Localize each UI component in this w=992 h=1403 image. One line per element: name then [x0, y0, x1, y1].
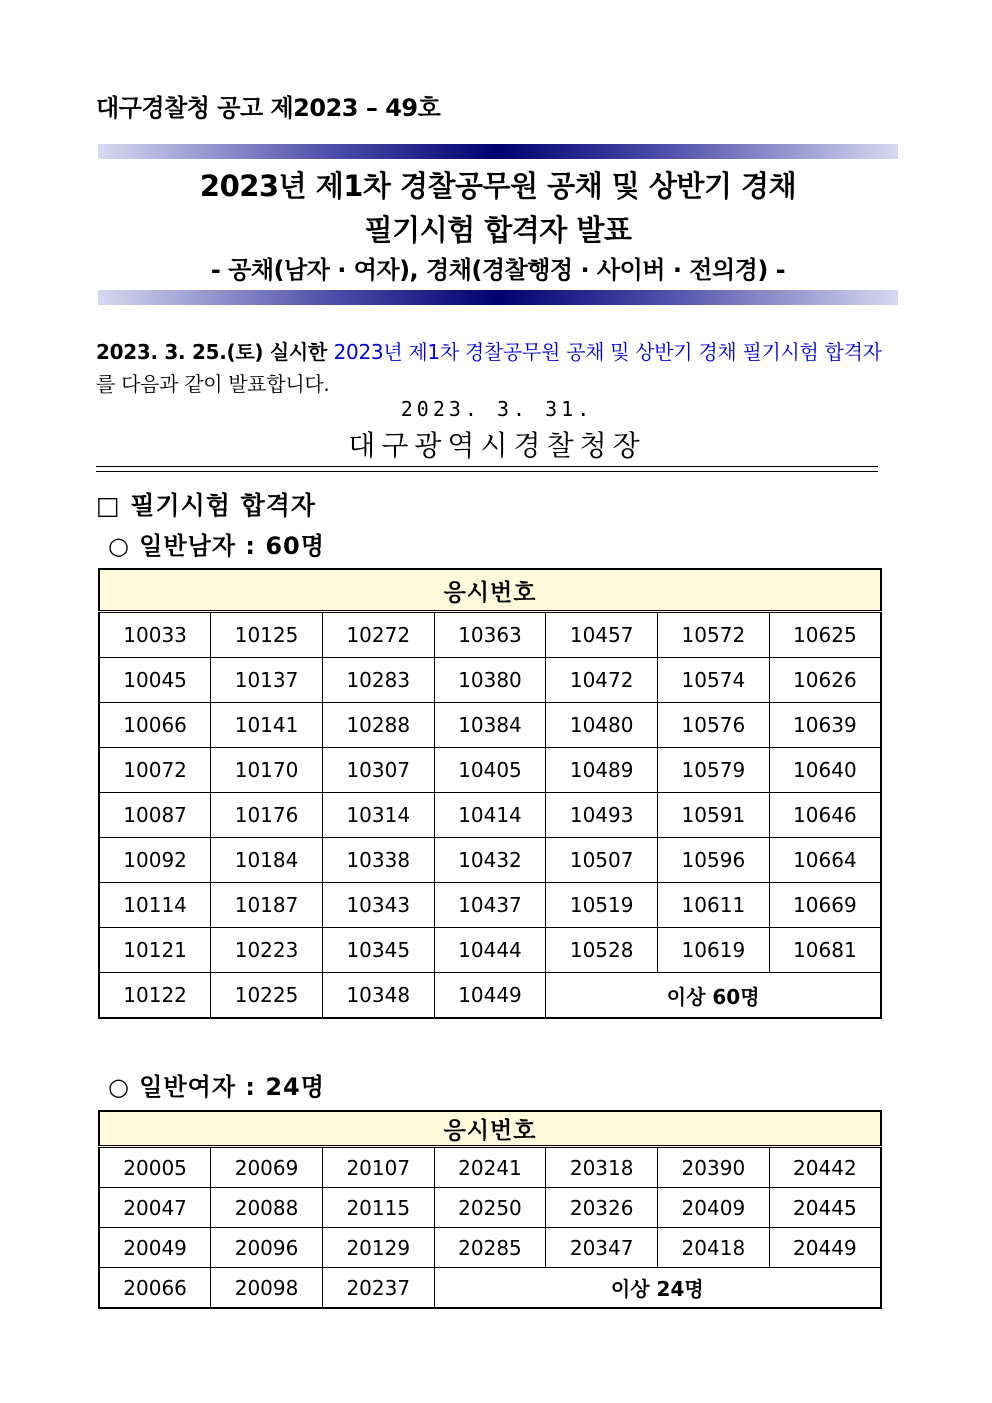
- exam-number-cell: 20318: [546, 1147, 658, 1188]
- exam-number-cell: 20241: [434, 1147, 546, 1188]
- exam-number-cell: 10348: [322, 973, 434, 1019]
- exam-number-cell: 10176: [211, 793, 323, 838]
- title-line-1: 2023년 제1차 경찰공무원 공채 및 상반기 경채: [199, 169, 797, 203]
- exam-number-cell: 10579: [658, 748, 770, 793]
- male-heading: ○ 일반남자 : 60명: [108, 532, 325, 560]
- exam-number-cell: 10493: [546, 793, 658, 838]
- male-results-table: [98, 568, 882, 1019]
- intro-rest: 를 다음과 같이 발표합니다.: [96, 372, 330, 396]
- column-header: 응시번호: [99, 569, 881, 612]
- column-header: 응시번호: [99, 1111, 881, 1147]
- exam-number-cell: 10338: [322, 838, 434, 883]
- intro-highlight: 2023년 제1차 경찰공무원 공채 및 상반기 경채 필기시험 합격자: [333, 340, 882, 364]
- exam-number-cell: 10472: [546, 658, 658, 703]
- table-row: [99, 612, 881, 658]
- total-count-cell: 이상 60명: [546, 973, 881, 1019]
- exam-number-cell: 10384: [434, 703, 546, 748]
- exam-number-cell: 10187: [211, 883, 323, 928]
- announce-date: 2023. 3. 31.: [400, 397, 594, 421]
- exam-number-cell: 10405: [434, 748, 546, 793]
- exam-number-cell: 10184: [211, 838, 323, 883]
- exam-number-cell: 10646: [769, 793, 881, 838]
- table-row: [99, 1228, 881, 1268]
- exam-number-cell: 20449: [769, 1228, 881, 1268]
- exam-number-cell: 10444: [434, 928, 546, 973]
- exam-number-cell: 20390: [658, 1147, 770, 1188]
- exam-number-cell: 10437: [434, 883, 546, 928]
- exam-number-cell: 20098: [211, 1268, 323, 1309]
- exam-number-cell: 10449: [434, 973, 546, 1019]
- exam-number-cell: 10591: [658, 793, 770, 838]
- exam-number-cell: 10072: [99, 748, 211, 793]
- double-rule-divider: [96, 466, 878, 472]
- exam-number-cell: 10137: [211, 658, 323, 703]
- exam-number-cell: 10045: [99, 658, 211, 703]
- exam-number-cell: 10681: [769, 928, 881, 973]
- table-row: [99, 1188, 881, 1228]
- title-block: [98, 164, 898, 288]
- exam-number-cell: 20129: [322, 1228, 434, 1268]
- top-decorative-bar: [98, 144, 898, 159]
- exam-number-cell: 10619: [658, 928, 770, 973]
- exam-number-cell: 10363: [434, 612, 546, 658]
- exam-number-cell: 20326: [546, 1188, 658, 1228]
- exam-number-cell: 20069: [211, 1147, 323, 1188]
- exam-number-cell: 10432: [434, 838, 546, 883]
- table-row: [99, 658, 881, 703]
- exam-number-cell: 10528: [546, 928, 658, 973]
- exam-number-cell: 10596: [658, 838, 770, 883]
- exam-number-cell: 10092: [99, 838, 211, 883]
- table-row: [99, 883, 881, 928]
- exam-number-cell: 10572: [658, 612, 770, 658]
- exam-number-cell: 10669: [769, 883, 881, 928]
- exam-number-cell: 20047: [99, 1188, 211, 1228]
- exam-number-cell: 20409: [658, 1188, 770, 1228]
- exam-number-cell: 10122: [99, 973, 211, 1019]
- exam-number-cell: 10576: [658, 703, 770, 748]
- table-row: [99, 838, 881, 883]
- exam-number-cell: 10283: [322, 658, 434, 703]
- table-row: [99, 703, 881, 748]
- exam-number-cell: 10343: [322, 883, 434, 928]
- exam-number-cell: 20442: [769, 1147, 881, 1188]
- signer: 대구광역시경찰청장: [348, 429, 646, 462]
- bottom-decorative-bar: [98, 290, 898, 305]
- exam-number-cell: 20096: [211, 1228, 323, 1268]
- exam-number-cell: 20005: [99, 1147, 211, 1188]
- table-row: [99, 1147, 881, 1188]
- exam-number-cell: 10574: [658, 658, 770, 703]
- table-row: [99, 748, 881, 793]
- exam-number-cell: 10272: [322, 612, 434, 658]
- exam-number-cell: 10066: [99, 703, 211, 748]
- exam-number-cell: 10114: [99, 883, 211, 928]
- table-row-last: [99, 973, 881, 1019]
- exam-number-cell: 10223: [211, 928, 323, 973]
- exam-number-cell: 20107: [322, 1147, 434, 1188]
- exam-number-cell: 10519: [546, 883, 658, 928]
- female-results-table: [98, 1110, 882, 1309]
- intro-paragraph: [96, 336, 898, 400]
- exam-number-cell: 20115: [322, 1188, 434, 1228]
- exam-number-cell: 10626: [769, 658, 881, 703]
- exam-number-cell: 10489: [546, 748, 658, 793]
- exam-number-cell: 20066: [99, 1268, 211, 1309]
- intro-date: 2023. 3. 25.(토) 실시한: [96, 340, 334, 364]
- exam-number-cell: 10457: [546, 612, 658, 658]
- exam-number-cell: 20049: [99, 1228, 211, 1268]
- exam-number-cell: 10307: [322, 748, 434, 793]
- table-row-last: [99, 1268, 881, 1309]
- exam-number-cell: 10125: [211, 612, 323, 658]
- exam-number-cell: 10141: [211, 703, 323, 748]
- exam-number-cell: 20285: [434, 1228, 546, 1268]
- section-title: □ 필기시험 합격자: [96, 491, 317, 520]
- exam-number-cell: 20088: [211, 1188, 323, 1228]
- exam-number-cell: 10087: [99, 793, 211, 838]
- exam-number-cell: 20445: [769, 1188, 881, 1228]
- title-line-3: - 공채(남자 · 여자), 경채(경찰행정 · 사이버 · 전의경) -: [210, 256, 786, 284]
- table-row: [99, 793, 881, 838]
- exam-number-cell: 10625: [769, 612, 881, 658]
- exam-number-cell: 10380: [434, 658, 546, 703]
- exam-number-cell: 20418: [658, 1228, 770, 1268]
- exam-number-cell: 10170: [211, 748, 323, 793]
- exam-number-cell: 10640: [769, 748, 881, 793]
- exam-number-cell: 10480: [546, 703, 658, 748]
- title-line-2: 필기시험 합격자 발표: [364, 213, 632, 247]
- exam-number-cell: 10288: [322, 703, 434, 748]
- exam-number-cell: 10414: [434, 793, 546, 838]
- exam-number-cell: 10664: [769, 838, 881, 883]
- exam-number-cell: 20347: [546, 1228, 658, 1268]
- exam-number-cell: 10611: [658, 883, 770, 928]
- exam-number-cell: 10507: [546, 838, 658, 883]
- exam-number-cell: 10121: [99, 928, 211, 973]
- exam-number-cell: 10314: [322, 793, 434, 838]
- table-header-row: [99, 569, 881, 612]
- table-header-row: [99, 1111, 881, 1147]
- total-count-cell: 이상 24명: [434, 1268, 881, 1309]
- exam-number-cell: 10639: [769, 703, 881, 748]
- exam-number-cell: 20237: [322, 1268, 434, 1309]
- exam-number-cell: 10345: [322, 928, 434, 973]
- exam-number-cell: 20250: [434, 1188, 546, 1228]
- exam-number-cell: 10225: [211, 973, 323, 1019]
- notice-number: 대구경찰청 공고 제2023 – 49호: [96, 94, 441, 122]
- exam-number-cell: 10033: [99, 612, 211, 658]
- table-row: [99, 928, 881, 973]
- female-heading: ○ 일반여자 : 24명: [108, 1073, 325, 1101]
